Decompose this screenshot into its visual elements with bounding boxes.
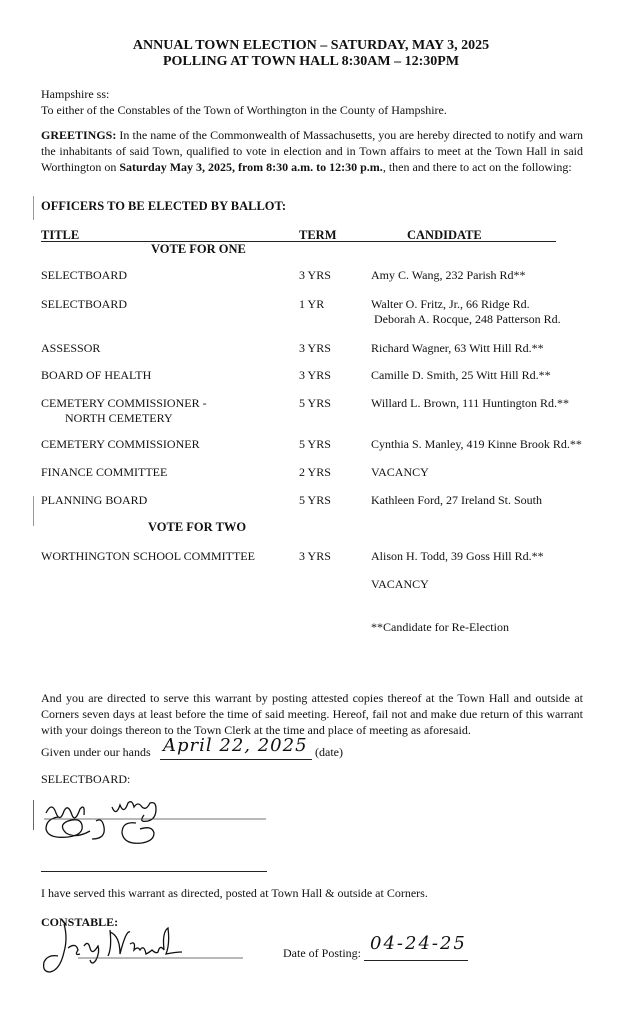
office-title: PLANNING BOARD xyxy=(41,493,148,507)
selectboard-signature-drawing xyxy=(36,793,266,849)
candidate-name: Deborah A. Rocque, 248 Patterson Rd. xyxy=(374,312,561,326)
candidate-name: Amy C. Wang, 232 Parish Rd** xyxy=(371,268,526,282)
column-term: TERM xyxy=(299,228,337,242)
candidate-name: Kathleen Ford, 27 Ireland St. South xyxy=(371,493,542,507)
candidate-name: Cynthia S. Manley, 419 Kinne Brook Rd.** xyxy=(371,437,582,451)
office-title: BOARD OF HEALTH xyxy=(41,368,152,382)
office-term: 3 YRS xyxy=(299,341,331,355)
given-date-suffix: (date) xyxy=(315,745,343,759)
greetings-text-2: , then and there to act on the following: xyxy=(382,160,572,174)
vote-for-one: VOTE FOR ONE xyxy=(151,242,246,256)
office-title-continued: NORTH CEMETERY xyxy=(65,411,173,425)
greetings-lead: GREETINGS: xyxy=(41,128,117,142)
candidate-name: Walter O. Fritz, Jr., 66 Ridge Rd. xyxy=(371,297,530,311)
posting-date-line xyxy=(364,960,468,961)
office-term: 3 YRS xyxy=(299,549,331,563)
vote-for-two: VOTE FOR TWO xyxy=(148,520,247,534)
selectboard-signature-text xyxy=(40,797,45,798)
candidate-name: VACANCY xyxy=(371,465,429,479)
posting-handwritten-date: 04-24-25 xyxy=(370,933,467,954)
office-term: 1 YR xyxy=(299,297,325,311)
office-term: 3 YRS xyxy=(299,368,331,382)
given-handwritten-date: April 22, 2025 xyxy=(163,735,308,756)
column-candidate: CANDIDATE xyxy=(407,228,482,242)
office-title: FINANCE COMMITTEE xyxy=(41,465,168,479)
served-statement: I have served this warrant as directed, posted at Town Hall & outside at Corners. xyxy=(41,886,428,900)
candidate-name: Alison H. Todd, 39 Goss Hill Rd.** xyxy=(371,549,544,563)
office-term: 5 YRS xyxy=(299,396,331,410)
office-title: WORTHINGTON SCHOOL COMMITTEE xyxy=(41,549,255,563)
directive-paragraph: And you are directed to serve this warrant by posting attested copies thereof at the Town Hall and outside at Corners seven days at least before the time of said meeting. Hereof, fail not and make due return of this warrant with your doings thereon to the Town Clerk at the time and place of meeting as aforesaid. xyxy=(41,691,583,737)
office-term: 2 YRS xyxy=(299,465,331,479)
column-title: TITLE xyxy=(41,228,80,242)
greetings-paragraph xyxy=(41,127,583,175)
constable-label: CONSTABLE: xyxy=(41,915,119,929)
officers-heading: OFFICERS TO BE ELECTED BY BALLOT: xyxy=(41,199,287,213)
candidate-name: Willard L. Brown, 111 Huntington Rd.** xyxy=(371,396,569,410)
office-title: SELECTBOARD xyxy=(41,268,128,282)
column-underline xyxy=(41,241,556,242)
constable-signature-drawing xyxy=(38,918,248,978)
margin-mark xyxy=(33,800,34,830)
office-title: CEMETERY COMMISSIONER - xyxy=(41,396,207,410)
county-line: Hampshire ss: xyxy=(41,87,110,101)
office-term: 3 YRS xyxy=(299,268,331,282)
posting-label: Date of Posting: xyxy=(283,946,361,960)
greetings-date: Saturday May 3, 2025, from 8:30 a.m. to 12:30 p.m. xyxy=(119,160,383,174)
given-label: Given under our hands xyxy=(41,745,151,759)
candidate-name: Camille D. Smith, 25 Witt Hill Rd.** xyxy=(371,368,551,382)
margin-mark xyxy=(33,196,34,220)
re-election-footnote: **Candidate for Re-Election xyxy=(371,620,509,634)
candidate-name: VACANCY xyxy=(371,577,429,591)
office-term: 5 YRS xyxy=(299,493,331,507)
office-term: 5 YRS xyxy=(299,437,331,451)
signature-line-2 xyxy=(41,871,267,872)
office-title: ASSESSOR xyxy=(41,341,101,355)
candidate-name: Richard Wagner, 63 Witt Hill Rd.** xyxy=(371,341,544,355)
office-title: CEMETERY COMMISSIONER xyxy=(41,437,200,451)
to-constables-line: To either of the Constables of the Town of Worthington in the County of Hampshire. xyxy=(41,103,447,117)
header-line-1: ANNUAL TOWN ELECTION – SATURDAY, MAY 3, 2025 xyxy=(132,38,490,53)
selectboard-label: SELECTBOARD: xyxy=(41,772,131,786)
given-date-line xyxy=(160,759,312,760)
office-title: SELECTBOARD xyxy=(41,297,128,311)
header-line-2: POLLING AT TOWN HALL 8:30AM – 12:30PM xyxy=(162,54,460,69)
constable-signature-text xyxy=(60,930,65,931)
margin-mark xyxy=(33,496,34,526)
greetings-text-1: In the name of the Commonwealth of Massachusetts, you are hereby directed to notify and warn the inhabitants of said Town, qualified to vote in election and in Town affairs to meet at the Town Hall in said Worthington on xyxy=(41,128,583,174)
